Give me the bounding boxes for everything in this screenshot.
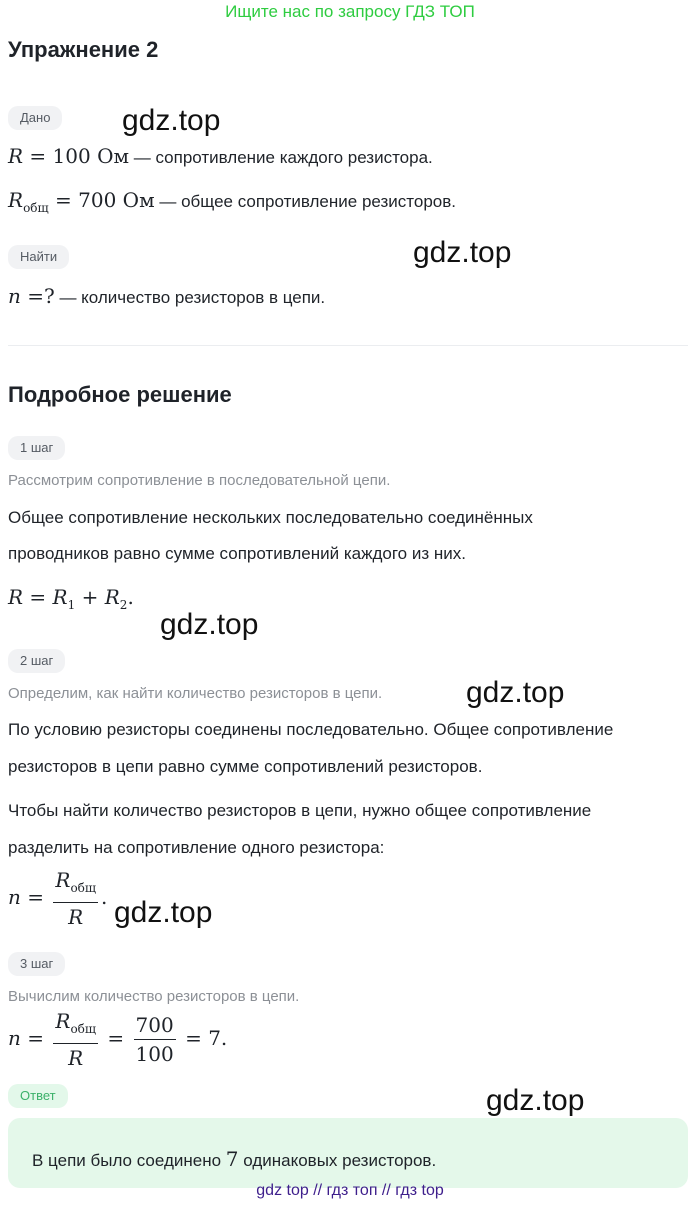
answer-text: В цепи было соединено 7 одинаковых резисторов. [32,1147,437,1171]
answer-chip: Ответ [8,1084,68,1108]
watermark: gdz.top [114,896,213,929]
formula-result: n = $\frac{R_{общ}}{R}$ = $\frac{700}{100}$ = 7. [8,1009,228,1070]
given-math-2: $R_{общ} = 700$ Ом [8,188,155,215]
step-2-text-3: Чтобы найти количество резисторов в цепи, нужно общее сопротивление [8,801,592,820]
step-1-hint: Рассмотрим сопротивление в последовательной цепи. [8,472,391,489]
step-2-chip: 2 шаг [8,649,65,673]
exercise-title: Упражнение 2 [8,37,159,62]
watermark: gdz.top [160,608,259,641]
step-3-chip: 3 шаг [8,952,65,976]
watermark: gdz.top [466,676,565,709]
step-2-hint: Определим, как найти количество резисторов в цепи. [8,685,383,702]
divider [8,345,688,346]
step-3-hint: Вычислим количество резисторов в цепи. [8,988,300,1005]
solution-title: Подробное решение [8,382,232,407]
find-math: n =? [8,284,55,308]
watermark: gdz.top [413,236,512,269]
step-1-text-1: Общее сопротивление нескольких последовательно соединённых [8,508,533,527]
formula-series-resistance: $R = R_1 + R_2$. [8,585,134,612]
given-line-2: $R_{общ} = 700$ Ом — общее сопротивление резисторов. [8,188,456,215]
given-line-1: R = 100 Ом — сопротивление каждого резистора. [8,144,433,168]
step-2-text-1: По условию резисторы соединены последовательно. Общее сопротивление [8,720,614,739]
formula-count: n = $\frac{R_{общ}}{R}$ . [8,868,108,929]
search-banner: Ищите нас по запросу ГДЗ ТОП [225,2,475,21]
step-2-text-4: разделить на сопротивление одного резистора: [8,838,385,857]
step-2-text-2: резисторов в цепи равно сумме сопротивлений резисторов. [8,757,483,776]
find-chip: Найти [8,245,69,269]
step-1-chip: 1 шаг [8,436,65,460]
watermark: gdz.top [486,1084,585,1117]
given-chip: Дано [8,106,62,130]
given-math-1: R = 100 Ом [8,144,130,168]
find-line: n =? — количество резисторов в цепи. [8,284,326,308]
step-1-text-2: проводников равно сумме сопротивлений каждого из них. [8,544,466,563]
watermark: gdz.top [122,104,221,137]
footer-links[interactable]: gdz top // гдз топ // гдз top [256,1182,444,1199]
